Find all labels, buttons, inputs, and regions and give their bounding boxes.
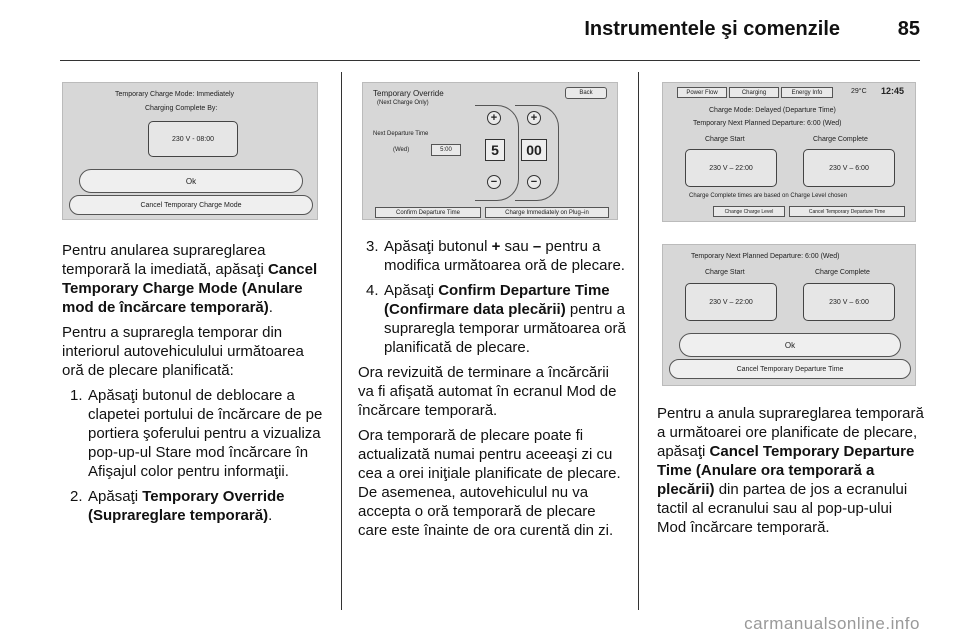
- screen4-next-departure: Temporary Next Planned Departure: 6:00 (Wed): [691, 253, 840, 260]
- col2-para2: Ora temporară de plecare poate fi actualizată numai pentru aceeaşi zi cu cea a orei iniţiale planificate de plecare. De asemenea, autovehiculul nu va accepta o oră temporară de plecare care este înainte de ora curentă din zi.: [358, 427, 621, 539]
- minute-minus-icon[interactable]: −: [527, 175, 541, 189]
- screen4-start-box: 230 V – 22:00: [685, 283, 777, 321]
- screen3-start-label: Charge Start: [705, 136, 745, 143]
- tab-energy-info[interactable]: Energy Info: [781, 87, 833, 98]
- screen-temporary-departure-popup: [662, 244, 916, 386]
- tab-power-flow[interactable]: Power Flow: [677, 87, 727, 98]
- screen4-cancel-button[interactable]: Cancel Temporary Departure Time: [669, 359, 911, 379]
- minute-plus-icon[interactable]: +: [527, 111, 541, 125]
- screen3-next-departure: Temporary Next Planned Departure: 6:00 (Wed): [693, 120, 842, 127]
- back-button[interactable]: Back: [565, 87, 607, 99]
- screen1-mode-text: Temporary Charge Mode: Immediately: [115, 91, 235, 98]
- screen2-time-field: 5:00: [431, 144, 461, 156]
- page-header: [0, 0, 960, 62]
- column-divider-2: [638, 72, 639, 610]
- watermark: carmanualsonline.info: [744, 614, 920, 633]
- screen1-complete-by: Charging Complete By:: [145, 105, 218, 112]
- screen-temporary-override: [362, 82, 618, 220]
- screen2-next-departure: Next Departure Time: [373, 131, 429, 137]
- col3-para: Pentru a anula suprareglarea temporară a următoarei ore planificate de plecare, apăsaţi Cancel Temporary Departure Time (Anulare ora temporară a plecării) din partea de jos a ecranului tactil al ecranului sau al pop-up-ului Mod încărcare temporară.: [657, 405, 924, 536]
- screen3-complete-box: 230 V – 6:00: [803, 149, 895, 187]
- screen-temporary-charge-mode: [62, 82, 318, 220]
- column-2-text: [358, 237, 626, 546]
- minute-digit: 00: [521, 139, 547, 161]
- screen3-complete-label: Charge Complete: [813, 136, 868, 143]
- col2-steps: [358, 237, 626, 357]
- col1-step-2: 2. Apăsaţi Temporary Override (Suprareglare temporară).: [70, 488, 285, 524]
- screen4-start-label: Charge Start: [705, 269, 745, 276]
- hour-minus-icon[interactable]: −: [487, 175, 501, 189]
- screen2-subtitle: (Next Charge Only): [377, 100, 429, 106]
- screen4-complete-box: 230 V – 6:00: [803, 283, 895, 321]
- screen2-title: Temporary Override: [373, 89, 444, 98]
- column-1-text: [62, 241, 328, 531]
- hour-plus-icon[interactable]: +: [487, 111, 501, 125]
- screen-charge-mode-delayed: [662, 82, 916, 222]
- confirm-departure-button[interactable]: Confirm Departure Time: [375, 207, 481, 218]
- header-rule: [60, 60, 920, 61]
- screen3-start-box: 230 V – 22:00: [685, 149, 777, 187]
- column-3-text: [657, 404, 925, 543]
- hour-digit: 5: [485, 139, 505, 161]
- col1-para1: Pentru anularea suprareglarea temporară la imediată, apăsaţi Cancel Temporary Charge Mode (Anulare mod de încărcare temporară).: [62, 242, 318, 316]
- screen3-note: Charge Complete times are based on Charge Level chosen: [689, 193, 848, 199]
- screen1-ok-button[interactable]: Ok: [79, 169, 303, 193]
- col1-para2: Pentru a supraregla temporar din interiorul autovehiculului următoarea oră de plecare planificată:: [62, 324, 304, 379]
- page-number: 85: [897, 18, 920, 40]
- screen4-complete-label: Charge Complete: [815, 269, 870, 276]
- col1-step-1: 1. Apăsaţi butonul de deblocare a clapetei portului de încărcare de pe portiera şoferului pentru a vizualiza pop-up-ul Stare mod încărcare în Afişajul color pentru informaţii.: [70, 387, 323, 480]
- screen1-cancel-button[interactable]: Cancel Temporary Charge Mode: [69, 195, 313, 215]
- screen3-mode: Charge Mode: Delayed (Departure Time): [709, 107, 836, 114]
- screen1-value-box: 230 V - 08:00: [148, 121, 238, 157]
- column-divider-1: [341, 72, 342, 610]
- screen2-day: (Wed): [393, 147, 410, 153]
- temperature-readout: 29°C: [851, 88, 867, 95]
- screen4-ok-button[interactable]: Ok: [679, 333, 901, 357]
- col1-steps: [62, 386, 328, 525]
- cancel-temporary-departure-button[interactable]: Cancel Temporary Departure Time: [789, 206, 905, 217]
- col2-step-3: 3. Apăsaţi butonul + sau – pentru a modifica următoarea oră de plecare.: [366, 238, 625, 274]
- change-charge-level-button[interactable]: Change Charge Level: [713, 206, 785, 217]
- page-title: Instrumentele şi comenzile: [584, 18, 840, 40]
- tab-charging[interactable]: Charging: [729, 87, 779, 98]
- col2-step-4: 4. Apăsaţi Confirm Departure Time (Confirmare data plecării) pentru a supraregla temporar următoarea oră planificată de plecare.: [366, 282, 626, 356]
- clock-readout: 12:45: [881, 86, 905, 96]
- charge-immediately-button[interactable]: Charge Immediately on Plug–in: [485, 207, 609, 218]
- col2-para1: Ora revizuită de terminare a încărcării va fi afişată automat în ecranul Mod de încărcare temporară.: [358, 364, 617, 419]
